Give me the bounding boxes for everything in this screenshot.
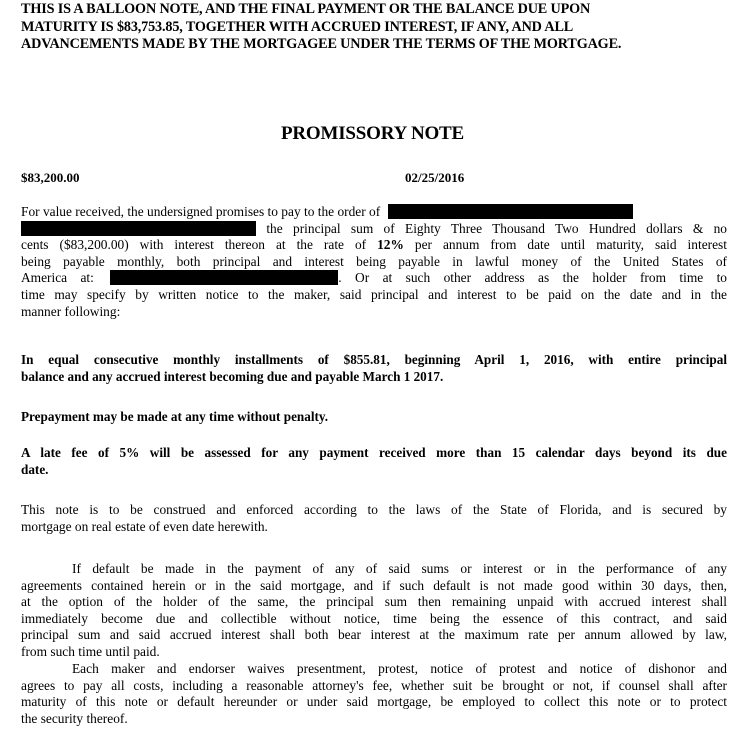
clause-line: A late fee of 5% will be assessed for any payment received more than 15 calendar days beyond its due [21,445,727,460]
principal-amount: $83,200.00 [21,170,80,185]
paragraph-line: If default be made in the payment of any of said sums or interest or in the performance of any [72,561,727,576]
redacted-payee-name-cont [21,221,256,236]
paragraph-line: the security thereof. [21,710,128,726]
clause-line: In equal consecutive monthly installments of $855.81, beginning April 1, 2016, with entire principal [21,352,727,367]
paragraph-line: manner following: [21,303,121,319]
late-fee-clause [21,444,727,477]
paragraph-line: cents ($83,200.00) with interest thereon at the rate of 12% per annum from date until maturity, said interest [21,237,727,253]
paragraph-line: For value received, the undersigned promises to pay to the order of [21,204,727,221]
paragraph-line: being payable monthly, both principal and interest being payable in lawful money of the United States of [21,253,727,269]
document-title: PROMISSORY NOTE [280,123,464,144]
paragraph-line: principal sum and said accrued interest shall both bear interest at the maximum rate per annum allowed by law, [21,627,727,643]
balloon-notice-line: THIS IS A BALLOON NOTE, AND THE FINAL PAYMENT OR THE BALANCE DUE UPON [21,1,591,17]
paragraph-line: immediately become due and collectible without notice, time being the essence of this contract, and said [21,610,727,626]
installments-clause [21,351,727,384]
payment-terms-paragraph [21,204,727,320]
paragraph-line: mortgage on real estate of even date herewith. [21,518,268,534]
paragraph-line: This note is to be construed and enforced according to the laws of the State of Florida, and is secured by [21,502,727,517]
balloon-notice-line: ADVANCEMENTS MADE BY THE MORTGAGEE UNDER THE TERMS OF THE MORTGAGE. [21,36,622,53]
prepayment-clause [21,408,727,425]
paragraph-line: America at: . Or at such other address as the holder from time to [21,270,728,286]
clause-line: balance and any accrued interest becoming due and payable March 1 2017. [21,368,444,384]
redacted-payee-name [388,204,633,219]
redacted-payment-address [110,270,338,285]
paragraph-line: maturity of this note or default hereunder or under said mortgage, be employed to collect this note or to protect [21,694,727,710]
paragraph-line: agrees to pay all costs, including a reasonable attorney's fee, whether suit be brought or not, if counsel shall after [21,677,727,693]
note-date: 02/25/2016 [405,170,465,185]
clause-line: Prepayment may be made at any time without penalty. [21,409,329,424]
waiver-clause-paragraph [21,661,727,727]
paragraph-line: time may specify by written notice to the maker, said principal and interest to be paid on the date and in the [21,286,727,302]
balloon-notice [21,1,741,54]
default-clause-paragraph [21,561,727,661]
paragraph-line: at the option of the holder of the same, the principal sum then remaining unpaid with accrued interest shall [21,594,727,610]
paragraph-line: agreements contained herein or in the said mortgage, and if such default is not made good within 30 days, then, [21,577,727,593]
paragraph-line: the principal sum of Eighty Three Thousand Two Hundred dollars & no [21,221,727,238]
interest-rate: 12% [377,237,404,253]
clause-line: date. [21,461,49,477]
paragraph-line: Each maker and endorser waives presentment, protest, notice of protest and notice of dishonor and [72,661,727,676]
governing-law-paragraph [21,502,727,535]
paragraph-line: from such time until paid. [21,643,160,659]
balloon-notice-line: MATURITY IS $83,753.85, TOGETHER WITH ACCRUED INTEREST, IF ANY, AND ALL [21,18,574,35]
